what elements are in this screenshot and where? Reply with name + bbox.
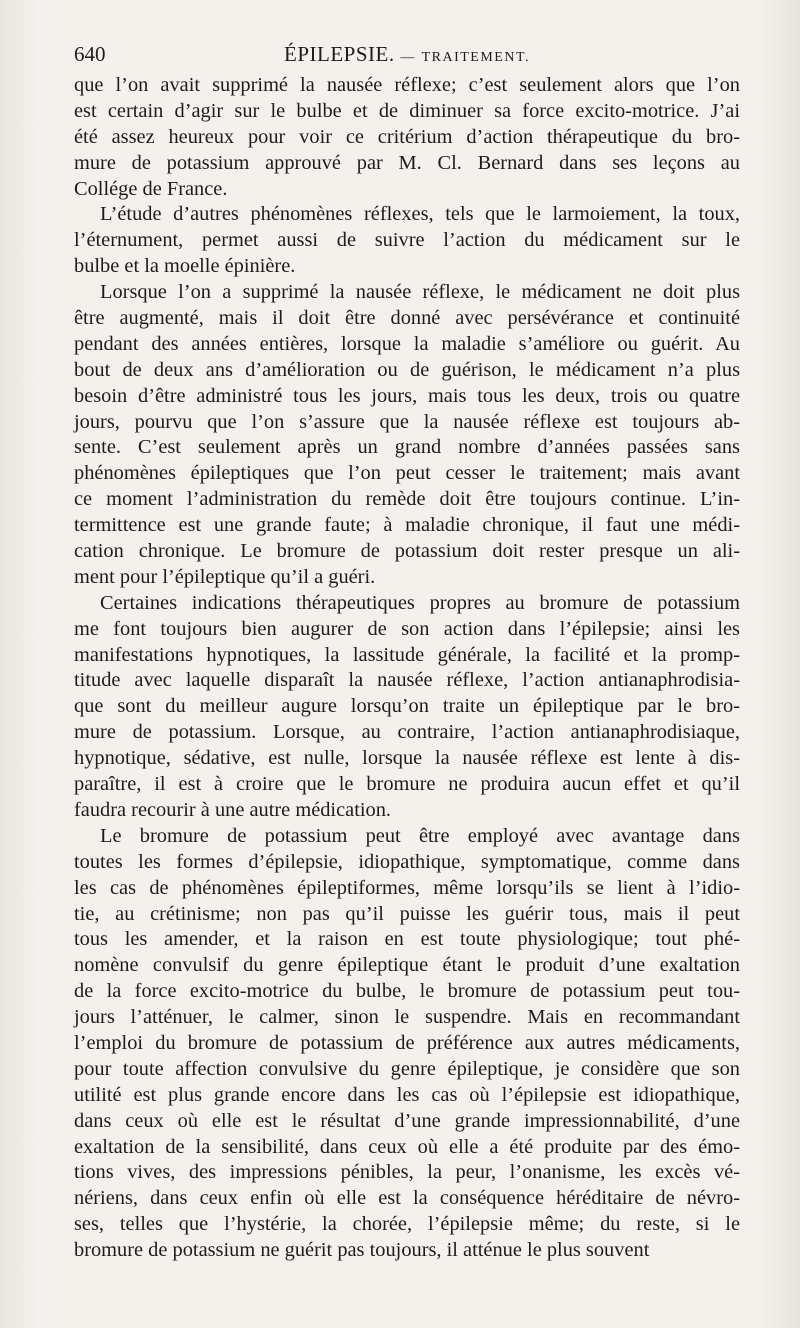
text-line: l’éternument, permet aussi de suivre l’action du médicament sur le bbox=[74, 229, 740, 252]
text-line: toutes les formes d’épilepsie, idiopathique, symptomatique, comme dans bbox=[74, 850, 740, 873]
text-line: phénomènes épileptiques que l’on peut cesser le traitement; mais avant bbox=[74, 462, 740, 485]
text-line: jours l’atténuer, le calmer, sinon le suspendre. Mais en recommandant bbox=[74, 1006, 740, 1029]
text-line: mure de potassium approuvé par M. Cl. Bernard dans ses leçons au bbox=[74, 151, 740, 174]
text-line: exaltation de la sensibilité, dans ceux où elle a été produite par des émo- bbox=[74, 1135, 740, 1158]
text-line: pour toute affection convulsive du genre épileptique, je considère que son bbox=[74, 1057, 740, 1080]
text-line: ce moment l’administration du remède doit être toujours continue. L’in- bbox=[74, 488, 740, 511]
text-line: être augmenté, mais il doit être donné avec persévérance et continuité bbox=[74, 307, 740, 330]
text-line: l’emploi du bromure de potassium de préférence aux autres médicaments, bbox=[74, 1031, 740, 1054]
text-line: Collége de France. bbox=[74, 177, 228, 200]
text-line: Lorsque l’on a supprimé la nausée réflexe, le médicament ne doit plus bbox=[100, 281, 740, 304]
text-line: utilité est plus grande encore dans les cas où l’épilepsie est idiopathique, bbox=[74, 1083, 740, 1106]
text-line: hypnotique, sédative, est nulle, lorsque la nausée réflexe est lente à dis- bbox=[74, 747, 740, 770]
page-header bbox=[74, 42, 740, 68]
text-line: Le bromure de potassium peut être employé avec avantage dans bbox=[100, 824, 740, 847]
text-line: manifestations hypnotiques, la lassitude générale, la facilité et la promp- bbox=[74, 643, 740, 666]
text-line: titude avec laquelle disparaît la nausée réflexe, l’action antianaphrodisia- bbox=[74, 669, 740, 692]
text-line: besoin d’être administré tous les jours, mais tous les deux, trois ou quatre bbox=[74, 384, 740, 407]
text-line: paraître, il est à croire que le bromure ne produira aucun effet et qu’il bbox=[74, 773, 740, 796]
text-line: dans ceux où elle est le résultat d’une grande impressionnabilité, d’une bbox=[74, 1109, 740, 1132]
paragraph bbox=[74, 73, 740, 202]
text-line: sente. C’est seulement après un grand nombre d’années passées sans bbox=[74, 436, 740, 459]
text-line: mure de potassium. Lorsque, au contraire, l’action antianaphrodisiaque, bbox=[74, 721, 740, 744]
text-line: bromure de potassium ne guérit pas toujours, il atténue le plus souvent bbox=[74, 1239, 650, 1262]
text-line: est certain d’agir sur le bulbe et de diminuer sa force excito-motrice. J’ai bbox=[74, 99, 740, 122]
running-head-section: TRAITEMENT. bbox=[421, 50, 530, 65]
page-number: 640 bbox=[74, 42, 106, 66]
text-line: ment pour l’épileptique qu’il a guéri. bbox=[74, 565, 376, 588]
running-head bbox=[74, 42, 740, 67]
body-text bbox=[74, 73, 740, 1264]
text-line: L’étude d’autres phénomènes réflexes, tels que le larmoiement, la toux, bbox=[100, 203, 740, 226]
text-line: les cas de phénomènes épileptiformes, même lorsqu’ils se lient à l’idio- bbox=[74, 876, 740, 899]
text-line: Certaines indications thérapeutiques propres au bromure de potassium bbox=[100, 591, 740, 614]
text-line: cation chronique. Le bromure de potassium doit rester presque un ali- bbox=[74, 540, 740, 563]
text-line: ses, telles que l’hystérie, la chorée, l’épilepsie même; du reste, si le bbox=[74, 1213, 740, 1236]
paragraph bbox=[74, 280, 740, 591]
text-line: jours, pourvu que l’on s’assure que la nausée réflexe est toujours ab- bbox=[74, 410, 740, 433]
text-line: pendant des années entières, lorsque la maladie s’améliore ou guérit. Au bbox=[74, 332, 740, 355]
text-line: tous les amender, et la raison en est toute physiologique; tout phé- bbox=[74, 928, 740, 951]
text-line: bout de deux ans d’amélioration ou de guérison, le médicament n’a plus bbox=[74, 358, 740, 381]
text-line: été assez heureux pour voir ce critérium d’action thérapeutique du bro- bbox=[74, 125, 740, 148]
text-line: nomène convulsif du genre épileptique étant le produit d’une exaltation bbox=[74, 954, 740, 977]
text-line: bulbe et la moelle épinière. bbox=[74, 255, 296, 278]
text-line: que sont du meilleur augure lorsqu’on traite un épileptique par le bro- bbox=[74, 695, 740, 718]
text-line: nériens, dans ceux enfin où elle est la conséquence héréditaire de névro- bbox=[74, 1187, 740, 1210]
text-line: de la force excito-motrice du bulbe, le bromure de potassium peut tou- bbox=[74, 980, 740, 1003]
paragraph bbox=[74, 591, 740, 824]
text-line: faudra recourir à une autre médication. bbox=[74, 798, 392, 821]
text-line: tions vives, des impressions pénibles, la peur, l’onanisme, les excès vé- bbox=[74, 1161, 740, 1184]
paragraph bbox=[74, 824, 740, 1264]
text-line: que l’on avait supprimé la nausée réflexe; c’est seulement alors que l’on bbox=[74, 74, 740, 96]
running-head-title: ÉPILEPSIE. bbox=[284, 42, 395, 66]
paragraph bbox=[74, 202, 740, 280]
text-line: me font toujours bien augurer de son action dans l’épilepsie; ainsi les bbox=[74, 617, 740, 640]
text-line: tie, au crétinisme; non pas qu’il puisse les guérir tous, mais il peut bbox=[74, 902, 740, 925]
running-head-dash: — bbox=[400, 50, 416, 65]
text-line: termittence est une grande faute; à maladie chronique, il faut une médi- bbox=[74, 514, 740, 537]
